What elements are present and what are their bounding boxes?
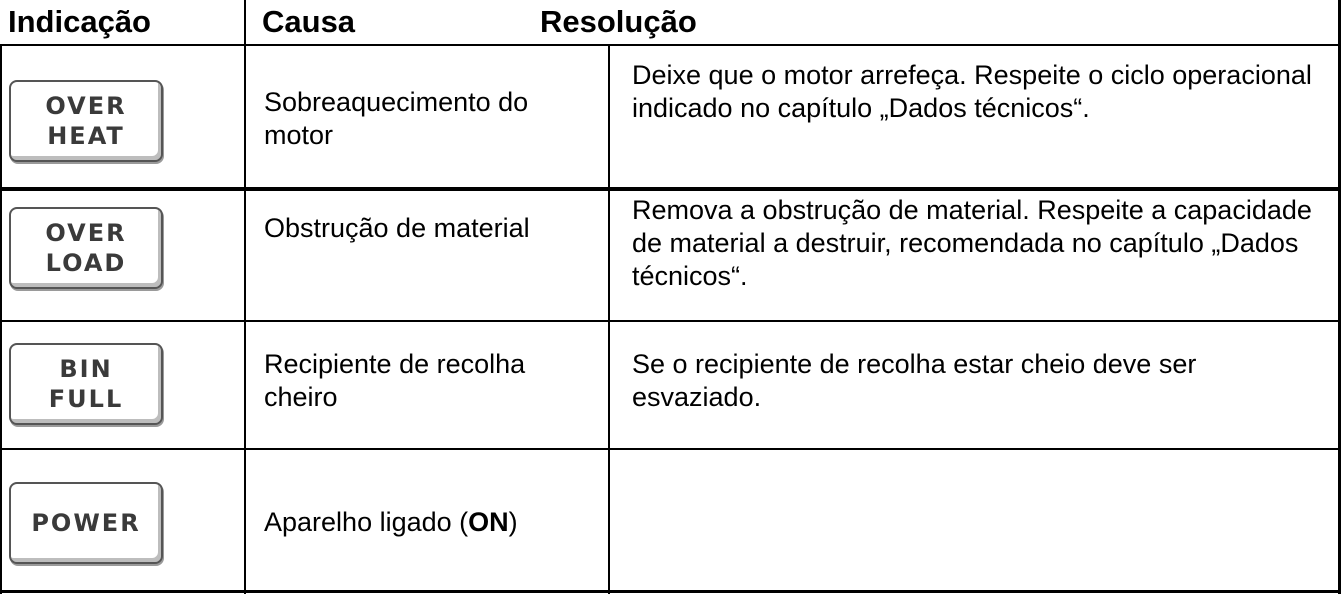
table-cell-causa	[264, 506, 599, 539]
over-load-indicator	[9, 207, 163, 289]
row-divider-1	[0, 187, 1341, 191]
header-resolucao: Resolução	[540, 4, 697, 39]
power-indicator	[9, 482, 163, 564]
table-cell-causa: Sobreaquecimento do motor	[264, 87, 529, 150]
table-border-bottom	[0, 590, 1341, 593]
header-indicacao: Indicação	[8, 4, 151, 39]
indicator-label-line2: LOAD	[45, 249, 127, 277]
indicator-label-line1: POWER	[31, 509, 141, 537]
indicator-label-line1: OVER	[45, 219, 127, 247]
indicator-label-line1: BIN	[59, 355, 113, 383]
causa-bold-on: ON	[468, 507, 509, 537]
table-cell-resolucao: Deixe que o motor arrefeça. Respeite o ciclo operacional indicado no capítulo „Dados técnicos“.	[632, 60, 1312, 123]
table-cell-causa: Obstrução de material	[264, 213, 530, 243]
causa-prefix: Aparelho ligado (	[264, 507, 469, 537]
column-divider-1	[244, 0, 246, 594]
over-heat-indicator	[9, 80, 163, 162]
table-cell-resolucao: Se o recipiente de recolha estar cheio deve ser esvaziado.	[632, 349, 1197, 412]
table-cell-resolucao: Remova a obstrução de material. Respeite a capacidade de material a destruir, recomendada no capítulo „Dados técnicos“.	[632, 195, 1312, 291]
row-divider-2	[0, 320, 1341, 322]
indicator-label-line1: OVER	[45, 92, 127, 120]
causa-suffix: )	[508, 507, 518, 537]
table-border-left	[0, 44, 2, 594]
table-header	[0, 0, 1341, 46]
table-cell-causa: Recipiente de recolha cheiro	[264, 349, 526, 412]
indicator-label-line2: FULL	[48, 385, 124, 413]
indicator-label-line2: HEAT	[47, 122, 125, 150]
row-divider-3	[0, 448, 1341, 450]
bin-full-indicator	[9, 343, 163, 425]
header-causa: Causa	[262, 4, 356, 39]
